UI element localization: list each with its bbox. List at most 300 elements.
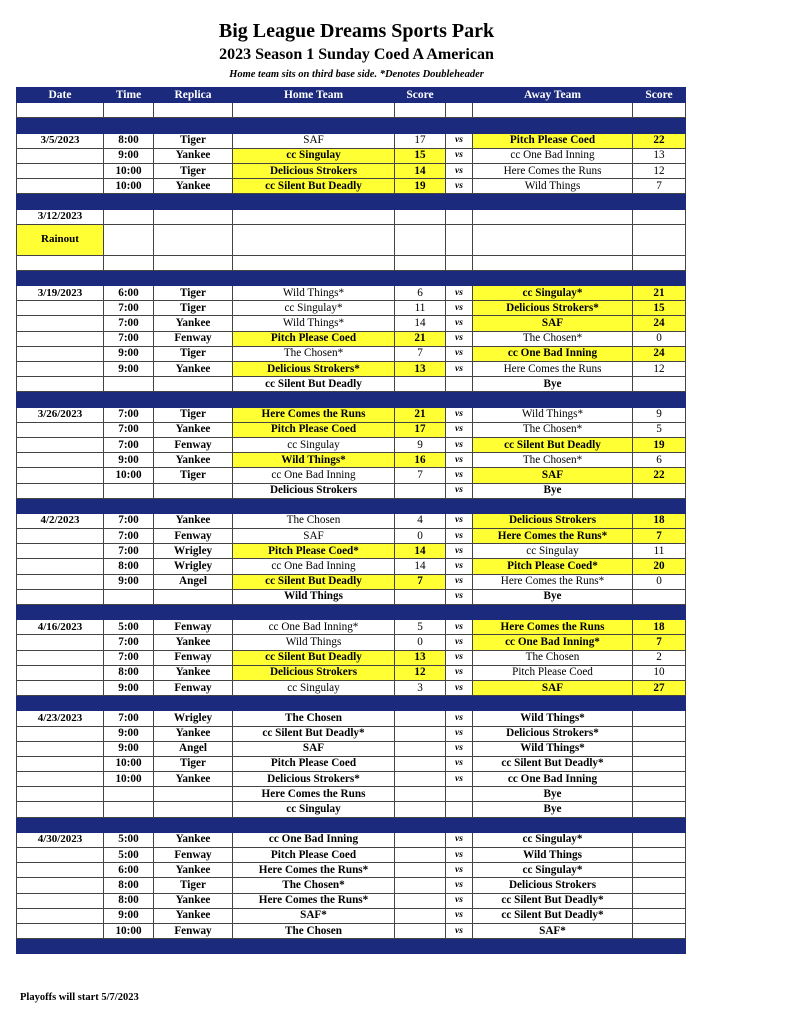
vs-cell: vs	[446, 620, 473, 635]
away-team-cell: Wild Things*	[473, 711, 633, 726]
table-row	[17, 224, 686, 255]
date-cell	[17, 574, 104, 589]
away-team-cell: The Chosen*	[473, 331, 633, 346]
divider-cell	[233, 194, 395, 209]
table-row	[17, 665, 686, 680]
table-row	[17, 680, 686, 695]
home-team-cell: cc Singulay	[233, 802, 395, 817]
time-cell	[104, 103, 154, 118]
playoffs-footer: Playoffs will start 5/7/2023	[20, 992, 139, 1003]
divider-cell	[473, 605, 633, 620]
divider-cell	[395, 939, 446, 954]
away-team-cell: Pitch Please Coed	[473, 665, 633, 680]
time-cell: 9:00	[104, 148, 154, 163]
vs-cell: vs	[446, 878, 473, 893]
replica-cell: Tiger	[154, 286, 233, 301]
divider-cell	[17, 817, 104, 832]
table-row	[17, 529, 686, 544]
vs-cell: vs	[446, 407, 473, 422]
vs-cell: vs	[446, 832, 473, 847]
time-cell: 9:00	[104, 680, 154, 695]
date-cell	[17, 453, 104, 468]
away-team-cell: Bye	[473, 589, 633, 604]
time-cell	[104, 802, 154, 817]
vs-cell: vs	[446, 635, 473, 650]
divider-cell	[233, 696, 395, 711]
replica-cell: Tiger	[154, 301, 233, 316]
section-divider-row	[17, 270, 686, 285]
date-cell	[17, 848, 104, 863]
date-cell	[17, 908, 104, 923]
date-cell: 4/16/2023	[17, 620, 104, 635]
away-score-cell: 7	[633, 529, 686, 544]
home-team-cell: Delicious Strokers*	[233, 362, 395, 377]
divider-cell	[233, 270, 395, 285]
divider-cell	[154, 605, 233, 620]
time-cell: 6:00	[104, 286, 154, 301]
date-cell: 3/5/2023	[17, 133, 104, 148]
replica-cell: Yankee	[154, 665, 233, 680]
date-cell: 3/19/2023	[17, 286, 104, 301]
table-row	[17, 574, 686, 589]
table-row	[17, 787, 686, 802]
divider-cell	[633, 118, 686, 133]
home-score-cell: 14	[395, 163, 446, 178]
home-score-cell	[395, 832, 446, 847]
home-score-cell	[395, 741, 446, 756]
time-cell: 7:00	[104, 711, 154, 726]
away-team-cell: Bye	[473, 787, 633, 802]
replica-cell: Tiger	[154, 878, 233, 893]
away-team-cell: cc Singulay	[473, 544, 633, 559]
divider-cell	[633, 498, 686, 513]
away-score-cell: 15	[633, 301, 686, 316]
vs-cell: vs	[446, 559, 473, 574]
divider-cell	[395, 194, 446, 209]
time-cell	[104, 377, 154, 392]
date-cell	[17, 103, 104, 118]
home-team-cell: cc Silent But Deadly	[233, 377, 395, 392]
vs-cell: vs	[446, 179, 473, 194]
table-row	[17, 848, 686, 863]
replica-cell: Fenway	[154, 529, 233, 544]
divider-cell	[395, 392, 446, 407]
date-cell	[17, 923, 104, 938]
table-row	[17, 772, 686, 787]
table-row	[17, 316, 686, 331]
home-score-cell: 14	[395, 544, 446, 559]
vs-cell: vs	[446, 923, 473, 938]
away-score-cell: 27	[633, 680, 686, 695]
vs-cell: vs	[446, 148, 473, 163]
home-score-cell: 7	[395, 468, 446, 483]
date-cell: Rainout	[17, 224, 104, 255]
divider-cell	[633, 392, 686, 407]
divider-cell	[154, 194, 233, 209]
away-score-cell	[633, 711, 686, 726]
table-row	[17, 468, 686, 483]
divider-cell	[104, 270, 154, 285]
away-score-cell: 22	[633, 133, 686, 148]
table-row	[17, 756, 686, 771]
away-team-cell: Delicious Strokers*	[473, 301, 633, 316]
date-cell	[17, 437, 104, 452]
date-cell: 4/23/2023	[17, 711, 104, 726]
replica-cell: Fenway	[154, 680, 233, 695]
divider-cell	[473, 118, 633, 133]
away-team-cell: Wild Things*	[473, 407, 633, 422]
table-header-row	[17, 88, 686, 103]
divider-cell	[154, 696, 233, 711]
divider-cell	[633, 270, 686, 285]
section-divider-row	[17, 194, 686, 209]
replica-cell: Tiger	[154, 163, 233, 178]
table-row	[17, 726, 686, 741]
home-team-cell: cc One Bad Inning	[233, 559, 395, 574]
divider-cell	[446, 939, 473, 954]
divider-cell	[104, 118, 154, 133]
away-team-cell: SAF	[473, 680, 633, 695]
table-row	[17, 377, 686, 392]
away-score-cell	[633, 832, 686, 847]
away-team-cell: The Chosen	[473, 650, 633, 665]
col-header-date: Date	[17, 88, 104, 103]
away-score-cell: 2	[633, 650, 686, 665]
vs-cell: vs	[446, 301, 473, 316]
time-cell	[104, 787, 154, 802]
home-team-cell: Here Comes the Runs	[233, 787, 395, 802]
divider-cell	[633, 817, 686, 832]
home-team-cell: Wild Things*	[233, 316, 395, 331]
away-team-cell: Bye	[473, 377, 633, 392]
away-team-cell: cc Silent But Deadly	[473, 437, 633, 452]
away-score-cell: 7	[633, 635, 686, 650]
divider-cell	[395, 498, 446, 513]
replica-cell: Yankee	[154, 908, 233, 923]
table-row	[17, 832, 686, 847]
home-score-cell: 16	[395, 453, 446, 468]
away-score-cell	[633, 908, 686, 923]
blank-row	[17, 103, 686, 118]
date-cell	[17, 148, 104, 163]
date-cell: 3/26/2023	[17, 407, 104, 422]
table-row	[17, 179, 686, 194]
home-score-cell	[395, 893, 446, 908]
away-score-cell: 20	[633, 559, 686, 574]
date-cell: 4/2/2023	[17, 513, 104, 528]
away-team-cell: Delicious Strokers	[473, 878, 633, 893]
vs-cell: vs	[446, 756, 473, 771]
replica-cell: Yankee	[154, 772, 233, 787]
home-team-cell: SAF	[233, 133, 395, 148]
vs-cell: vs	[446, 362, 473, 377]
away-score-cell: 22	[633, 468, 686, 483]
table-row	[17, 286, 686, 301]
away-team-cell	[473, 255, 633, 270]
vs-cell	[446, 224, 473, 255]
time-cell: 10:00	[104, 772, 154, 787]
home-score-cell	[395, 377, 446, 392]
vs-cell: vs	[446, 726, 473, 741]
divider-cell	[473, 498, 633, 513]
home-score-cell: 15	[395, 148, 446, 163]
divider-cell	[17, 270, 104, 285]
away-score-cell: 5	[633, 422, 686, 437]
home-score-cell	[395, 726, 446, 741]
replica-cell: Yankee	[154, 726, 233, 741]
away-team-cell: cc Silent But Deadly*	[473, 893, 633, 908]
divider-cell	[446, 118, 473, 133]
vs-cell: vs	[446, 848, 473, 863]
date-cell	[17, 772, 104, 787]
replica-cell: Yankee	[154, 316, 233, 331]
home-score-cell: 3	[395, 680, 446, 695]
home-team-cell: SAF	[233, 529, 395, 544]
away-score-cell	[633, 923, 686, 938]
schedule-title: Big League Dreams Sports Park	[218, 20, 495, 42]
time-cell: 9:00	[104, 453, 154, 468]
home-score-cell: 12	[395, 665, 446, 680]
vs-cell: vs	[446, 893, 473, 908]
table-row	[17, 878, 686, 893]
away-score-cell	[633, 726, 686, 741]
home-score-cell: 9	[395, 437, 446, 452]
away-score-cell: 7	[633, 179, 686, 194]
table-row	[17, 331, 686, 346]
away-team-cell: Here Comes the Runs*	[473, 529, 633, 544]
home-team-cell: cc Silent But Deadly*	[233, 726, 395, 741]
time-cell: 8:00	[104, 559, 154, 574]
date-cell	[17, 756, 104, 771]
away-score-cell: 19	[633, 437, 686, 452]
table-row	[17, 133, 686, 148]
table-row	[17, 559, 686, 574]
home-score-cell: 13	[395, 650, 446, 665]
vs-cell: vs	[446, 711, 473, 726]
divider-cell	[154, 392, 233, 407]
home-team-cell: The Chosen*	[233, 346, 395, 361]
away-team-cell: cc Singulay*	[473, 863, 633, 878]
replica-cell	[154, 209, 233, 224]
time-cell: 7:00	[104, 513, 154, 528]
away-team-cell: The Chosen*	[473, 453, 633, 468]
col-header-away-team: Away Team	[473, 88, 633, 103]
home-team-cell: Here Comes the Runs*	[233, 863, 395, 878]
col-header-time: Time	[104, 88, 154, 103]
home-score-cell	[395, 908, 446, 923]
vs-cell: vs	[446, 665, 473, 680]
divider-cell	[233, 118, 395, 133]
time-cell: 8:00	[104, 878, 154, 893]
divider-cell	[233, 817, 395, 832]
home-team-cell: Delicious Strokers*	[233, 772, 395, 787]
away-score-cell: 6	[633, 453, 686, 468]
home-score-cell: 21	[395, 407, 446, 422]
date-cell	[17, 255, 104, 270]
table-row	[17, 483, 686, 498]
away-score-cell: 12	[633, 362, 686, 377]
time-cell	[104, 255, 154, 270]
home-team-cell	[233, 209, 395, 224]
away-team-cell: SAF	[473, 316, 633, 331]
home-team-cell	[233, 103, 395, 118]
divider-cell	[17, 605, 104, 620]
away-team-cell: cc Singulay*	[473, 286, 633, 301]
replica-cell: Tiger	[154, 407, 233, 422]
divider-cell	[104, 194, 154, 209]
away-score-cell: 24	[633, 316, 686, 331]
divider-cell	[17, 392, 104, 407]
divider-cell	[473, 817, 633, 832]
away-score-cell	[633, 878, 686, 893]
date-cell	[17, 650, 104, 665]
away-score-cell	[633, 741, 686, 756]
divider-cell	[473, 696, 633, 711]
table-row	[17, 620, 686, 635]
divider-cell	[233, 392, 395, 407]
home-score-cell	[395, 756, 446, 771]
time-cell: 7:00	[104, 316, 154, 331]
away-team-cell: Here Comes the Runs*	[473, 574, 633, 589]
table-row	[17, 893, 686, 908]
divider-cell	[17, 194, 104, 209]
home-score-cell: 19	[395, 179, 446, 194]
away-score-cell	[633, 863, 686, 878]
replica-cell	[154, 224, 233, 255]
replica-cell: Yankee	[154, 422, 233, 437]
divider-cell	[446, 696, 473, 711]
time-cell: 10:00	[104, 179, 154, 194]
replica-cell: Wrigley	[154, 544, 233, 559]
vs-cell: vs	[446, 468, 473, 483]
replica-cell: Fenway	[154, 848, 233, 863]
time-cell: 10:00	[104, 468, 154, 483]
divider-cell	[104, 939, 154, 954]
section-divider-row	[17, 118, 686, 133]
divider-cell	[446, 270, 473, 285]
date-cell	[17, 346, 104, 361]
away-score-cell: 11	[633, 544, 686, 559]
vs-cell: vs	[446, 163, 473, 178]
home-team-cell: Delicious Strokers	[233, 163, 395, 178]
home-score-cell	[395, 802, 446, 817]
replica-cell: Yankee	[154, 453, 233, 468]
divider-cell	[233, 498, 395, 513]
home-score-cell: 14	[395, 559, 446, 574]
vs-cell: vs	[446, 513, 473, 528]
replica-cell: Angel	[154, 741, 233, 756]
date-cell	[17, 301, 104, 316]
home-team-cell: The Chosen	[233, 711, 395, 726]
table-row	[17, 650, 686, 665]
home-score-cell	[395, 483, 446, 498]
replica-cell: Yankee	[154, 148, 233, 163]
away-score-cell: 18	[633, 513, 686, 528]
away-team-cell: cc Silent But Deadly*	[473, 908, 633, 923]
away-score-cell	[633, 103, 686, 118]
divider-cell	[104, 498, 154, 513]
table-row	[17, 711, 686, 726]
time-cell: 7:00	[104, 407, 154, 422]
divider-cell	[473, 270, 633, 285]
away-score-cell	[633, 377, 686, 392]
home-score-cell: 6	[395, 286, 446, 301]
vs-cell: vs	[446, 133, 473, 148]
home-team-cell: Wild Things*	[233, 286, 395, 301]
replica-cell: Yankee	[154, 832, 233, 847]
table-row	[17, 513, 686, 528]
replica-cell	[154, 787, 233, 802]
away-team-cell: Bye	[473, 483, 633, 498]
divider-cell	[17, 939, 104, 954]
date-cell	[17, 787, 104, 802]
date-cell: 4/30/2023	[17, 832, 104, 847]
replica-cell: Fenway	[154, 650, 233, 665]
vs-cell: vs	[446, 483, 473, 498]
divider-cell	[633, 605, 686, 620]
vs-cell: vs	[446, 422, 473, 437]
table-row	[17, 362, 686, 377]
col-header-away-score: Score	[633, 88, 686, 103]
divider-cell	[233, 939, 395, 954]
away-team-cell: Pitch Please Coed*	[473, 559, 633, 574]
away-team-cell: Wild Things*	[473, 741, 633, 756]
time-cell	[104, 224, 154, 255]
section-divider-row	[17, 498, 686, 513]
home-team-cell: Pitch Please Coed	[233, 331, 395, 346]
home-team-cell: Wild Things	[233, 635, 395, 650]
away-team-cell: cc Silent But Deadly*	[473, 756, 633, 771]
vs-cell: vs	[446, 453, 473, 468]
time-cell: 5:00	[104, 848, 154, 863]
away-score-cell: 18	[633, 620, 686, 635]
home-score-cell: 14	[395, 316, 446, 331]
home-score-cell: 17	[395, 133, 446, 148]
home-score-cell: 0	[395, 635, 446, 650]
home-team-cell: Pitch Please Coed*	[233, 544, 395, 559]
home-team-cell: Here Comes the Runs	[233, 407, 395, 422]
home-team-cell	[233, 255, 395, 270]
home-score-cell	[395, 255, 446, 270]
away-score-cell	[633, 224, 686, 255]
vs-cell: vs	[446, 650, 473, 665]
time-cell: 6:00	[104, 863, 154, 878]
away-score-cell	[633, 209, 686, 224]
table-row	[17, 863, 686, 878]
replica-cell: Wrigley	[154, 559, 233, 574]
home-score-cell: 13	[395, 362, 446, 377]
away-score-cell: 12	[633, 163, 686, 178]
away-team-cell: Here Comes the Runs	[473, 620, 633, 635]
divider-cell	[17, 696, 104, 711]
away-score-cell	[633, 848, 686, 863]
table-row	[17, 453, 686, 468]
away-team-cell: cc One Bad Inning	[473, 772, 633, 787]
replica-cell	[154, 483, 233, 498]
section-divider-row	[17, 817, 686, 832]
date-cell	[17, 726, 104, 741]
replica-cell: Fenway	[154, 437, 233, 452]
home-score-cell: 7	[395, 574, 446, 589]
vs-cell	[446, 209, 473, 224]
away-score-cell: 0	[633, 574, 686, 589]
vs-cell	[446, 255, 473, 270]
home-score-cell	[395, 878, 446, 893]
section-divider-row	[17, 605, 686, 620]
vs-cell: vs	[446, 863, 473, 878]
divider-cell	[17, 498, 104, 513]
col-header-replica: Replica	[154, 88, 233, 103]
